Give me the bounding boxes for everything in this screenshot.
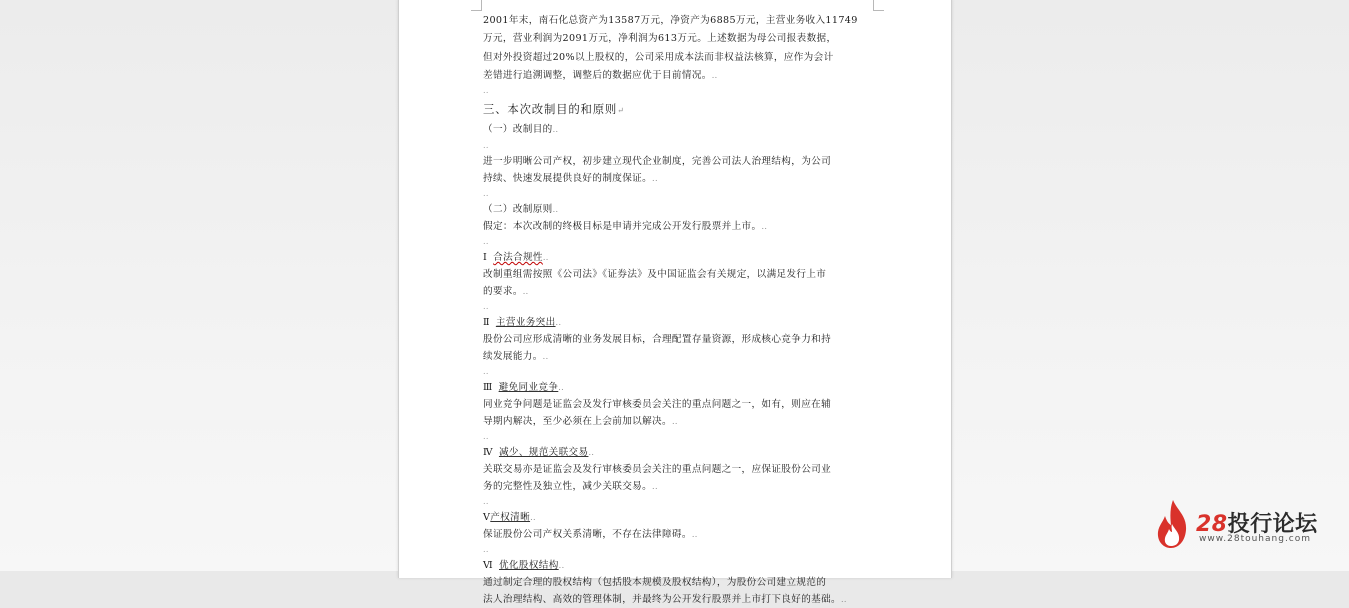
text-line: 假定：本次改制的终极目标是申请并完成公开发行股票并上市。.. bbox=[483, 221, 768, 232]
watermark-url: www.28touhang.com bbox=[1199, 534, 1312, 544]
text-line: 2001年末，南石化总资产为13587万元，净资产为6885万元，主营业务收入11749 bbox=[483, 15, 858, 26]
subsection-heading: （一）改制目的.. bbox=[483, 124, 559, 135]
empty-paragraph-mark: .. bbox=[483, 189, 489, 198]
empty-paragraph-mark: .. bbox=[483, 141, 489, 150]
text-line: 导期内解决，至少必须在上会前加以解决。.. bbox=[483, 416, 678, 427]
text-line: 务的完整性及独立性，减少关联交易。.. bbox=[483, 481, 658, 492]
text-line: 的要求。.. bbox=[483, 286, 529, 297]
document-page[interactable] bbox=[398, 0, 952, 605]
text-line: 续发展能力。.. bbox=[483, 351, 549, 362]
principle-title: Ⅳ 减少、规范关联交易.. bbox=[483, 447, 595, 458]
principle-title: Ⅱ 主营业务突出.. bbox=[483, 317, 562, 328]
principle-title: Ⅰ 合法合规性.. bbox=[483, 252, 549, 263]
margin-corner-mark-right bbox=[873, 0, 884, 11]
page-content bbox=[483, 12, 875, 608]
principle-title: Ⅵ 优化股权结构.. bbox=[483, 560, 565, 571]
principle-title: Ⅲ 避免同业竞争.. bbox=[483, 382, 565, 393]
text-line: 同业竞争问题是证监会及发行审核委员会关注的重点问题之一，如有，则应在辅 bbox=[483, 399, 832, 410]
paragraph-mark: .. bbox=[711, 71, 718, 80]
text-line: 万元，营业利润为2091万元，净利润为613万元。上述数据为母公司报表数据， bbox=[483, 33, 837, 44]
text-line: 法人治理结构、高效的管理体制，并最终为公开发行股票并上市打下良好的基础。.. bbox=[483, 594, 847, 605]
empty-paragraph-mark: .. bbox=[483, 86, 489, 95]
text-line: 持续、快速发展提供良好的制度保证。.. bbox=[483, 173, 658, 184]
empty-paragraph-mark: .. bbox=[483, 432, 489, 441]
text-line: 股份公司应形成清晰的业务发展目标，合理配置存量资源，形成核心竞争力和持 bbox=[483, 334, 832, 345]
text-line: 关联交易亦是证监会及发行审核委员会关注的重点问题之一，应保证股份公司业 bbox=[483, 464, 832, 475]
empty-paragraph-mark: .. bbox=[483, 545, 489, 554]
empty-paragraph-mark: .. bbox=[483, 237, 489, 246]
text-line: 通过制定合理的股权结构（包括股本规模及股权结构），为股份公司建立规范的 bbox=[483, 577, 827, 588]
empty-paragraph-mark: .. bbox=[483, 367, 489, 376]
text-line: 保证股份公司产权关系清晰，不存在法律障碍。.. bbox=[483, 529, 698, 540]
subsection-heading: （二）改制原则.. bbox=[483, 204, 559, 215]
empty-paragraph-mark: .. bbox=[483, 302, 489, 311]
text-line: 但对外投资超过20%以上股权的，公司采用成本法而非权益法核算，应作为会计 bbox=[483, 52, 834, 63]
text-line: 差错进行追溯调整，调整后的数据应优于目前情况。.. bbox=[483, 70, 718, 81]
text-line: 进一步明晰公司产权，初步建立现代企业制度，完善公司法人治理结构，为公司 bbox=[483, 156, 832, 167]
principle-title: Ⅴ产权清晰.. bbox=[483, 512, 536, 523]
section-heading: 三、本次改制目的和原则↵ bbox=[483, 102, 625, 116]
margin-corner-mark-left bbox=[471, 0, 482, 11]
watermark-logo bbox=[1153, 496, 1333, 552]
watermark-number: 28 bbox=[1196, 512, 1228, 537]
flame-icon bbox=[1153, 498, 1193, 550]
text-line: 改制重组需按照《公司法》《证券法》及中国证监会有关规定，以满足发行上市 bbox=[483, 269, 827, 280]
watermark-name: 投行论坛 bbox=[1227, 512, 1318, 537]
empty-paragraph-mark: .. bbox=[483, 497, 489, 506]
